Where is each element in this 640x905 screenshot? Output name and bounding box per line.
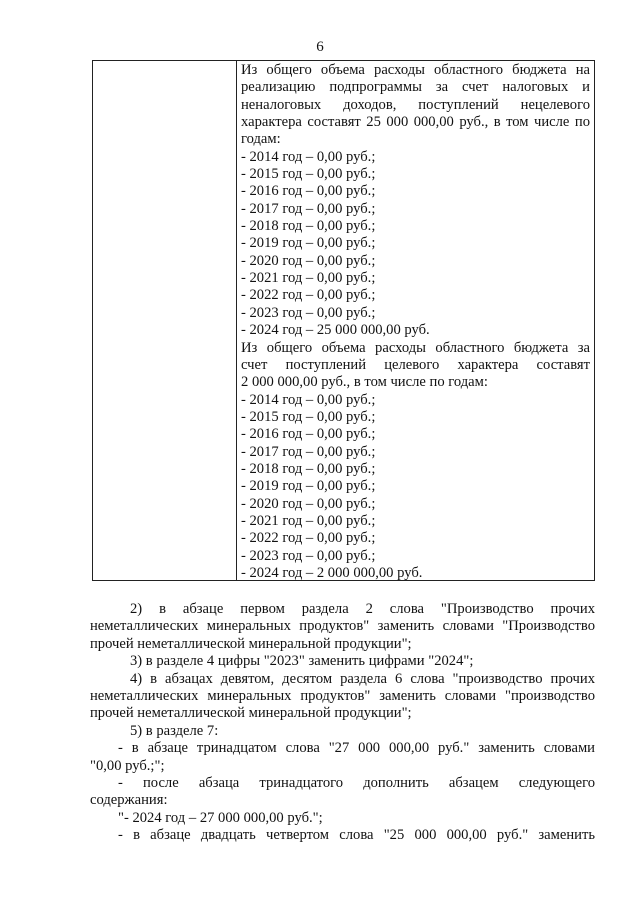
amendment-item-5: 5) в разделе 7:	[130, 722, 219, 739]
year-amount-line: - 2016 год – 0,00 руб.;	[241, 426, 376, 443]
funding-block-target	[241, 340, 590, 583]
year-amount-line: - 2022 год – 0,00 руб.;	[241, 530, 376, 547]
year-amount-line: - 2015 год – 0,00 руб.;	[241, 166, 376, 183]
year-amount-line: - 2018 год – 0,00 руб.;	[241, 460, 376, 477]
text-line: счет поступлений целевого характера составят	[241, 356, 590, 373]
text-line: реализацию подпрограммы за счет налоговых и	[241, 79, 590, 96]
amendment-item-2-cont: неметаллических минеральных продуктов" заменить словами "Производство	[90, 618, 595, 635]
text-line: Из общего объема расходы областного бюджета за	[241, 339, 590, 356]
year-amount-line: - 2015 год – 0,00 руб.;	[241, 408, 376, 425]
year-amount-line: - 2017 год – 0,00 руб.;	[241, 443, 376, 460]
year-amount-line: - 2023 год – 0,00 руб.;	[241, 547, 376, 564]
year-amount-line: - 2019 год – 0,00 руб.;	[241, 478, 376, 495]
sub-item-2-end: содержания:	[90, 792, 168, 809]
sub-item-3: - в абзаце двадцать четвертом слова "25 000 000,00 руб." заменить	[118, 827, 595, 844]
sub-item-1-end: "0,00 руб.;";	[90, 757, 165, 774]
amendment-item-2-end: прочей неметаллической минеральной продукции";	[90, 635, 412, 652]
table-column-divider	[236, 61, 237, 580]
sub-item-2: - после абзаца тринадцатого дополнить абзацем следующего	[118, 775, 595, 792]
amendment-item-4: 4) в абзацах девятом, десятом раздела 6 слова "производство прочих	[130, 670, 595, 687]
year-amount-line: - 2023 год – 0,00 руб.;	[241, 304, 376, 321]
funding-block-nontarget	[241, 62, 590, 340]
text-line: 2 000 000,00 руб., в том числе по годам:	[241, 374, 488, 391]
text-line: характера составят 25 000 000,00 руб., в том числе по	[241, 114, 590, 131]
year-amount-line: - 2020 год – 0,00 руб.;	[241, 252, 376, 269]
sub-item-1: - в абзаце тринадцатом слова "27 000 000,00 руб." заменить словами	[118, 740, 595, 757]
year-amount-line: - 2024 год – 2 000 000,00 руб.	[241, 564, 423, 581]
text-line: Из общего объема расходы областного бюджета на	[241, 62, 590, 78]
year-amount-line: - 2022 год – 0,00 руб.;	[241, 287, 376, 304]
year-amount-line: - 2021 год – 0,00 руб.;	[241, 270, 376, 287]
quoted-text: "- 2024 год – 27 000 000,00 руб.";	[118, 809, 323, 826]
year-amount-line: - 2024 год – 25 000 000,00 руб.	[241, 322, 430, 339]
year-amount-line: - 2014 год – 0,00 руб.;	[241, 148, 376, 165]
text-line: годам:	[241, 131, 281, 148]
amendment-item-4-end: прочей неметаллической минеральной продукции";	[90, 705, 412, 722]
program-table	[92, 60, 595, 581]
text-line: неналоговых доходов, поступлений нецелевого	[241, 96, 590, 113]
amendment-item-4-cont: неметаллических минеральных продуктов" заменить словами "производство	[90, 688, 595, 705]
year-amount-line: - 2014 год – 0,00 руб.;	[241, 391, 376, 408]
page-number: 6	[316, 39, 324, 55]
year-amount-line: - 2020 год – 0,00 руб.;	[241, 495, 376, 512]
year-amount-line: - 2019 год – 0,00 руб.;	[241, 235, 376, 252]
year-amount-line: - 2016 год – 0,00 руб.;	[241, 183, 376, 200]
year-amount-line: - 2021 год – 0,00 руб.;	[241, 512, 376, 529]
year-amount-line: - 2018 год – 0,00 руб.;	[241, 218, 376, 235]
amendment-item-3: 3) в разделе 4 цифры "2023" заменить цифрами "2024";	[130, 653, 474, 670]
amendment-item-2: 2) в абзаце первом раздела 2 слова "Производство прочих	[130, 601, 595, 617]
amendments-text	[90, 601, 595, 845]
table-cell-funding	[241, 62, 590, 582]
year-amount-line: - 2017 год – 0,00 руб.;	[241, 200, 376, 217]
